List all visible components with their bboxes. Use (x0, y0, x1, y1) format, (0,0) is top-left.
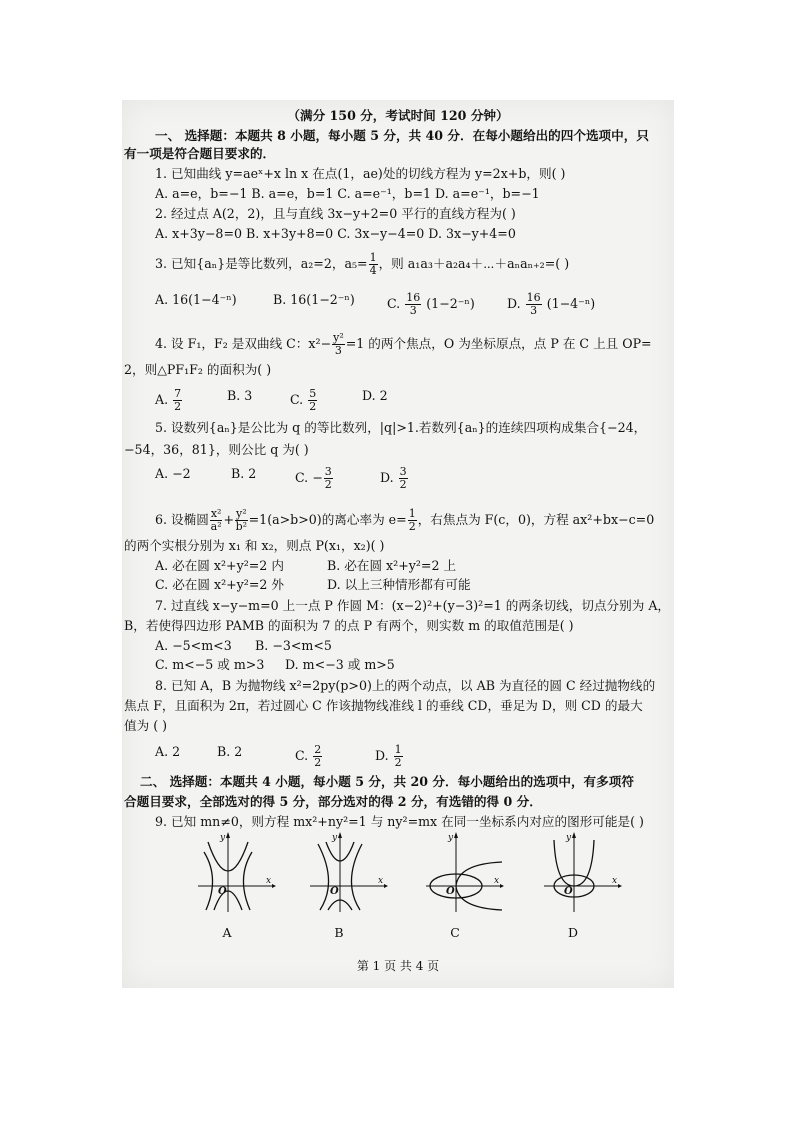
q7-option-c: C. m<−5 或 m>3 (155, 657, 265, 672)
q9-label-a: A (222, 925, 232, 940)
q8-line3: 值为 ( ) (124, 718, 168, 733)
q6-option-b: B. 必在圆 x²+y²=2 上 (327, 558, 457, 573)
q4-option-d: D. 2 (362, 388, 388, 403)
q5-line2: −54，36，81}，则公比 q 为( ) (124, 442, 309, 457)
q4-option-b: B. 3 (227, 388, 253, 403)
q3-a5-den: 4 (369, 264, 377, 277)
q9-graph-d (542, 832, 622, 914)
q9-c-origin: O (446, 886, 455, 897)
q9-b-origin: O (330, 886, 339, 897)
q4-fraction: $\frac{\text{y²}}{3}$ (333, 331, 344, 357)
q3-option-c: C. $\frac{16}{3}$ (1−2⁻ⁿ) (387, 291, 475, 317)
section1-heading-line2: 有一项是符合题目要求的． (124, 146, 276, 161)
q8-option-c: C. $\frac{2}{2}$ (295, 743, 322, 769)
q6-stem: 6. 设椭圆 $\frac{\text{x²}}{\text{a²}}$ + $\frac{\text{y²}}{\text{b²}}$ =1(a>b>0)的离心率为 e= $\frac{1}{2}$ ，右焦点为 F(c，0)，方程 ax²+bx−c=0 (155, 507, 655, 533)
q9-d-axis-x: x (612, 876, 618, 886)
q3-a5-fraction (369, 252, 378, 277)
q8-option-a: A. 2 (155, 744, 181, 759)
q5-option-d: D. $\frac{3}{2}$ (380, 465, 407, 491)
q6-line2: 的两个实根分别为 x₁ 和 x₂，则点 P(x₁，x₂)( ) (124, 538, 385, 553)
q9-d-origin: O (564, 886, 573, 897)
q1-stem: 1. 已知曲线 y=aeˣ+x ln x 在点(1，ae)处的切线方程为 y=2x+b，则( ) (155, 166, 566, 181)
q6-option-a: A. 必在圆 x²+y²=2 内 (155, 558, 284, 573)
q8-line1: 8. 已知 A，B 为抛物线 x²=2py(p>0)上的两个动点，以 AB 为直径的圆 C 经过抛物线的 (155, 678, 656, 693)
q3-stem-part2: ，则 a₁a₃＋a₂a₄＋⋯＋aₙaₙ₊₂=( ) (378, 256, 570, 271)
q9-b-axis-y: y (332, 833, 338, 843)
q2-stem: 2. 经过点 A(2，2)，且与直线 3x−y+2=0 平行的直线方程为( ) (155, 206, 516, 221)
q9-label-c: C (450, 925, 460, 940)
q9-graph-c (424, 832, 504, 914)
q7-option-d: D. m<−3 或 m>5 (285, 657, 395, 672)
q9-b-axis-x: x (378, 876, 384, 886)
q2-options: A. x+3y−8=0 B. x+3y+8=0 C. 3x−y−4=0 D. 3x−y+4=0 (155, 226, 516, 241)
q8-option-b: B. 2 (217, 744, 243, 759)
q9-a-axis-x: x (266, 876, 272, 886)
section2-heading-line2: 合题目要求，全部选对的得 5 分，部分选对的得 2 分，有选错的得 0 分． (124, 794, 542, 809)
q4-option-c: C. $\frac{5}{2}$ (290, 387, 317, 413)
q3-a5-num: 1 (369, 251, 377, 264)
q5-option-a: A. −2 (155, 466, 191, 481)
q3-option-a: A. 16(1−4⁻ⁿ) (155, 292, 237, 307)
section2-heading-line1: 二、 选择题：本题共 4 小题，每小题 5 分，共 20 分．每小题给出的选项中，有多项符 (140, 774, 634, 789)
q9-stem: 9. 已知 mn≠0，则方程 mx²+ny²=1 与 ny²=mx 在同一坐标系内对应的图形可能是( ) (155, 814, 644, 829)
q5-option-b: B. 2 (231, 466, 257, 481)
q6-option-c: C. 必在圆 x²+y²=2 外 (155, 577, 285, 592)
q7-line1: 7. 过直线 x−y−m=0 上一点 P 作圆 M：(x−2)²+(y−3)²=1 的两条切线，切点分别为 A， (155, 598, 671, 613)
q9-graphs (196, 832, 636, 942)
section1-heading-line1: 一、 选择题：本题共 8 小题，每小题 5 分，共 40 分．在每小题给出的四个选项中，只 (155, 128, 649, 143)
q8-option-d: D. $\frac{1}{2}$ (375, 743, 402, 769)
q1-options: A. a=e，b=−1 B. a=e，b=1 C. a=e⁻¹，b=1 D. a=e⁻¹，b=−1 (155, 186, 540, 201)
q9-label-d: D (567, 925, 579, 940)
q6-option-d: D. 以上三种情形都有可能 (327, 577, 471, 592)
q7-option-a: A. −5<m<3 (155, 638, 232, 653)
q7-option-b: B. −3<m<5 (255, 638, 332, 653)
q9-c-axis-y: y (448, 833, 454, 843)
q9-graph-b (308, 832, 388, 914)
q9-a-axis-y: y (220, 833, 226, 843)
q9-c-axis-x: x (494, 876, 500, 886)
q5-line1: 5. 设数列{aₙ}是公比为 q 的等比数列，|q|>1.若数列{aₙ}的连续四项构成集合{−24， (155, 420, 647, 435)
q4-line2: 2，则△PF₁F₂ 的面积为( ) (124, 362, 272, 377)
q7-line2: B，若使得四边形 PAMB 的面积为 7 的点 P 有两个，则实数 m 的取值范围是( ) (124, 618, 574, 633)
q3-option-d: D. $\frac{16}{3}$ (1−4⁻ⁿ) (507, 291, 596, 317)
q5-option-c: C. − $\frac{3}{2}$ (295, 465, 332, 491)
q9-d-axis-y: y (566, 833, 572, 843)
q3-option-b: B. 16(1−2⁻ⁿ) (273, 292, 355, 307)
q9-label-b: B (334, 925, 344, 940)
q4-option-a: A. $\frac{7}{2}$ (155, 387, 182, 413)
q9-a-origin: O (218, 886, 227, 897)
page-footer: 第 1 页 共 4 页 (356, 959, 440, 973)
q8-line2: 焦点 F，且面积为 2π，若过圆心 C 作该抛物线准线 l 的垂线 CD，垂足为 D，则 CD 的最大 (124, 698, 643, 713)
q9-graph-a (196, 832, 276, 914)
exam-header: （满分 150 分，考试时间 120 分钟） (287, 108, 509, 123)
q3-stem-part1: 3. 已知{aₙ}是等比数列，a₂=2，a₅= (155, 256, 368, 271)
q3-stem (155, 252, 675, 277)
q4-stem: 4. 设 F₁，F₂ 是双曲线 C：x²− $\frac{\text{y²}}{3}$ =1 的两个焦点，O 为坐标原点，点 P 在 C 上且 OP= (155, 331, 652, 357)
